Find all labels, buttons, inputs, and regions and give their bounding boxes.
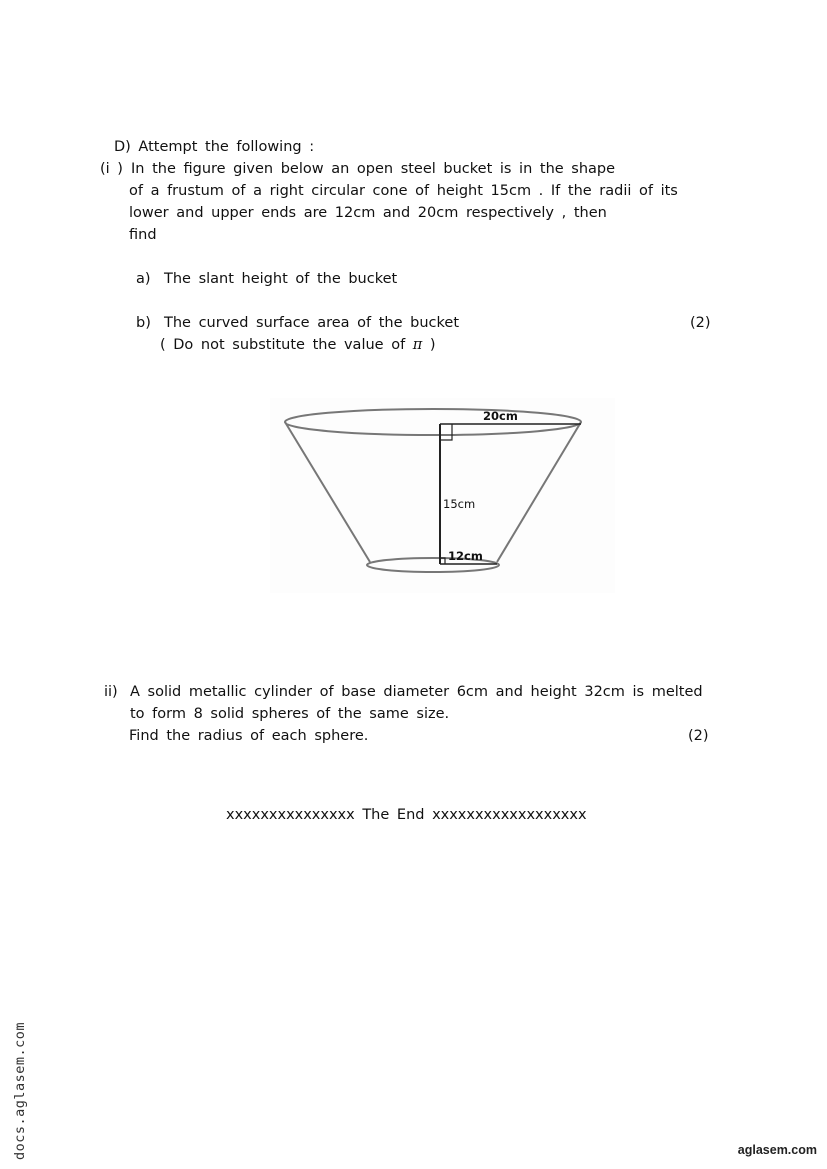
question-1-line-1: In the figure given below an open steel bucket is in the shape xyxy=(131,161,616,177)
part-b-note xyxy=(160,335,436,355)
question-2-marks: (2) xyxy=(688,728,709,744)
question-2-line-1: A solid metallic cylinder of base diameter 6cm and height 32cm is melted xyxy=(130,684,703,700)
question-2-number: ii) xyxy=(104,684,118,700)
question-1-number: (i ) xyxy=(100,161,123,177)
corner-watermark: aglasem.com xyxy=(737,1143,817,1157)
question-1-line-2: of a frustum of a right circular cone of height 15cm . If the radii of its xyxy=(129,183,678,199)
frustum-bucket-figure xyxy=(270,398,615,593)
part-a-text: The slant height of the bucket xyxy=(164,271,398,287)
part-b-label: b) xyxy=(136,315,151,331)
part-a-label: a) xyxy=(136,271,151,287)
lower-radius-label: 12cm xyxy=(448,549,483,563)
end-of-paper-marker: xxxxxxxxxxxxxxx The End xxxxxxxxxxxxxxxxxx xyxy=(226,807,587,823)
part-b-note-open: ( Do not substitute the value of xyxy=(160,337,406,353)
section-heading: D) Attempt the following : xyxy=(114,139,315,155)
upper-radius-label: 20cm xyxy=(483,409,518,423)
question-2-line-2: to form 8 solid spheres of the same size. xyxy=(130,706,450,722)
question-1-line-3: lower and upper ends are 12cm and 20cm respectively , then xyxy=(129,205,607,221)
side-watermark: docs.aglasem.com xyxy=(12,1021,28,1160)
part-b-text: The curved surface area of the bucket xyxy=(164,315,460,331)
question-2-line-3: Find the radius of each sphere. xyxy=(129,728,369,744)
part-b-note-close: ) xyxy=(429,337,436,353)
question-1-line-4: find xyxy=(129,227,157,243)
height-label: 15cm xyxy=(443,497,476,511)
part-b-marks: (2) xyxy=(690,315,711,331)
pi-symbol: π xyxy=(412,337,423,353)
